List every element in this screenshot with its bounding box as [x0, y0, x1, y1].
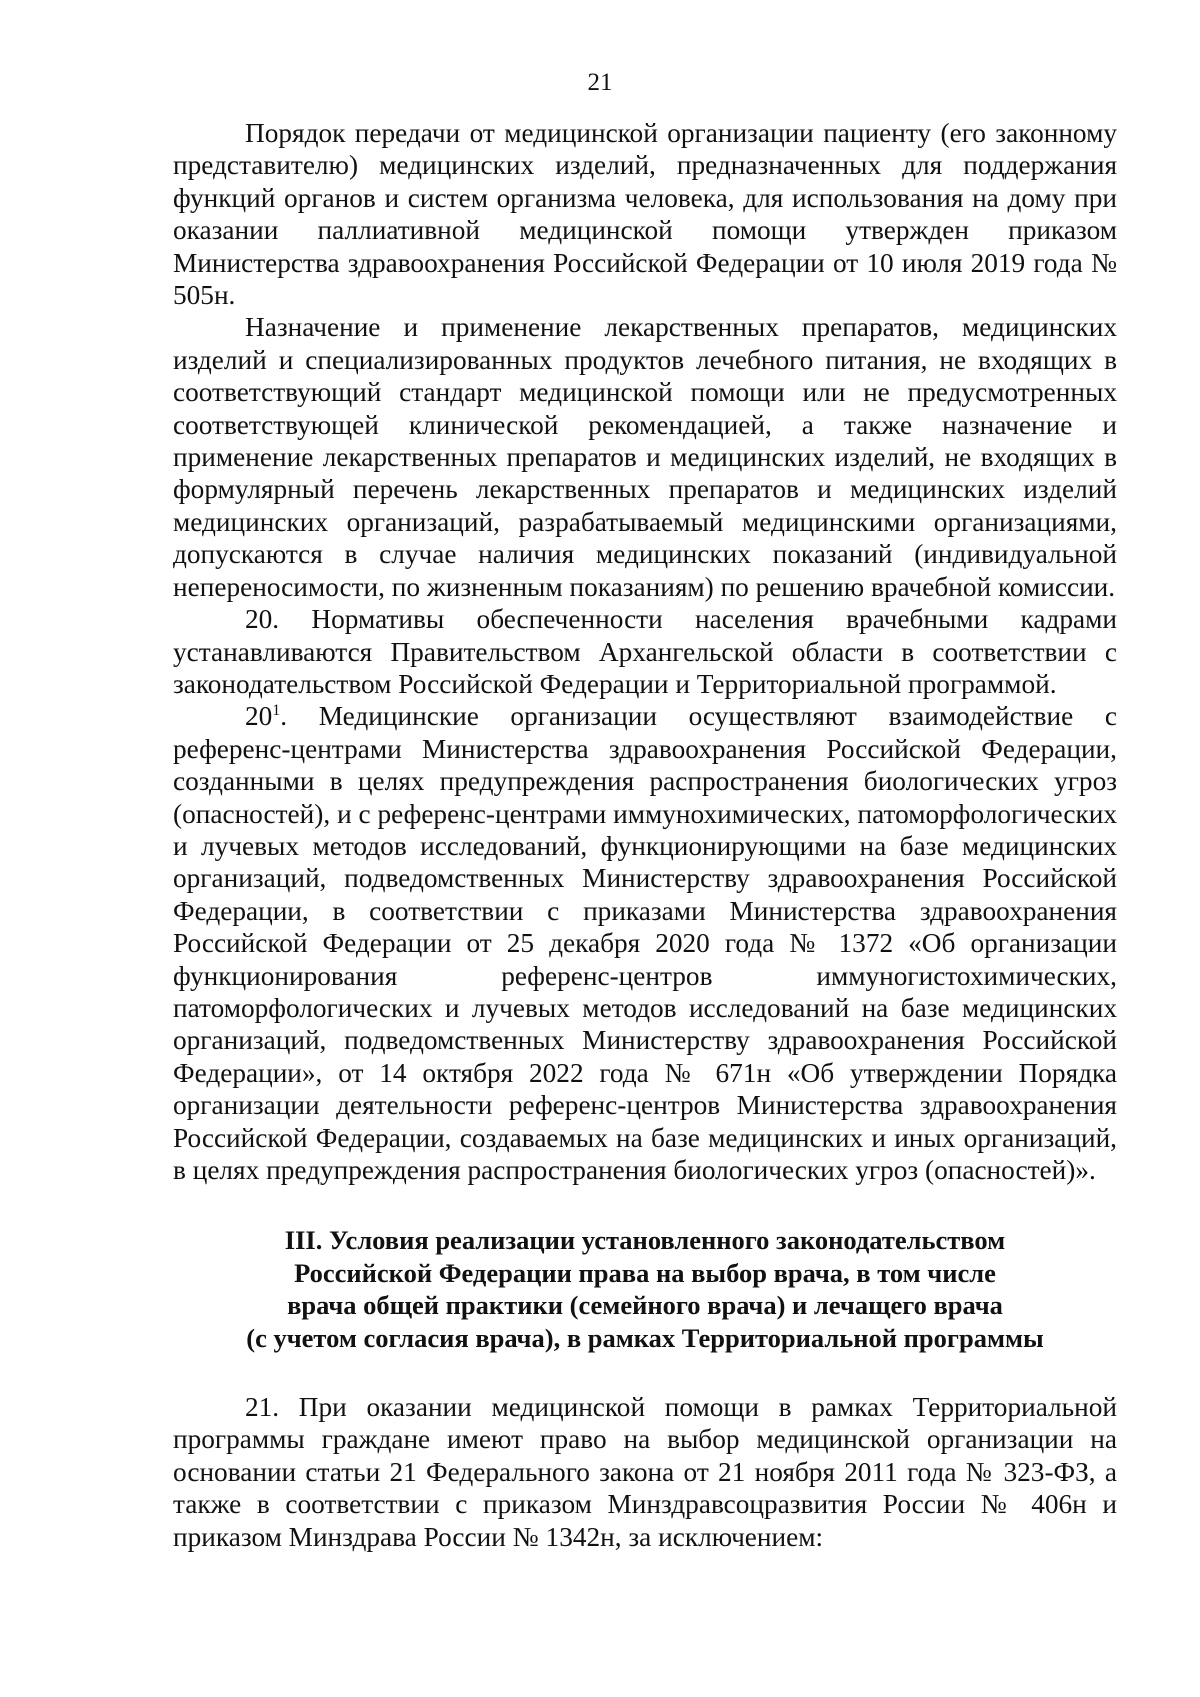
paragraph-text: . Медицинские организации осуществляют взаимодействие с референс-центрами Министерства здравоохранения Российской Федерации, созданными в целях предупреждения распространения биологических угроз (опасностей), и с референс-центрами иммунохимических, патоморфологических и лучевых методов исследований, функционирующими на базе медицинских организаций, подведомственных Министерству здравоохранения Российской Федерации, в соответствии с приказами Министерства здравоохранения Российской Федерации от 25 декабря 2020 года № 1372 «Об организации функционирования референс-центров иммуногистохимических, патоморфологических и лучевых методов исследований на базе медицинских организаций, подведомственных Министерству здравоохранения Российской Федерации», от 14 октября 2022 года № 671н «Об утверждении Порядка организации деятельности референс-центров Министерства здравоохранения Российской Федерации, создаваемых на базе медицинских и иных организаций, в целях предупреждения распространения биологических угроз (опасностей)». — [173, 701, 1117, 1185]
paragraph-off-standard-prescription: Назначение и применение лекарственных препаратов, медицинских изделий и специализированных продуктов лечебного питания, не входящих в соответствующий стандарт медицинской помощи или не предусмотренных соответствующей клинической рекомендацией, а также назначение и применение лекарственных препаратов и медицинских изделий, не входящих в формулярный перечень лекарственных препаратов и медицинских изделий медицинских организаций, разрабатываемый медицинскими организациями, допускаются в случае наличия медицинских показаний (индивидуальной непереносимости, по жизненным показаниям) по решению врачебной комиссии. — [173, 312, 1117, 602]
section-heading-line: Российской Федерации права на выбор врача, в том числе — [294, 1257, 996, 1288]
section-heading-line: врача общей практики (семейного врача) и лечащего врача — [287, 1290, 1003, 1321]
section-heading-line: III. Условия реализации установленного законодательством — [284, 1225, 1006, 1256]
section-heading-iii — [173, 1224, 1117, 1354]
page-number: 21 — [587, 69, 613, 96]
paragraph-palliative-devices: Порядок передачи от медицинской организации пациенту (его законному представителю) медицинских изделий, предназначенных для поддержания функций органов и систем организма человека, для использования на дому при оказании паллиативной медицинской помощи утвержден приказом Министерства здравоохранения Российской Федерации от 10 июля 2019 года № 505н. — [173, 118, 1117, 311]
paragraph-21-choice-of-organization: 21. При оказании медицинской помощи в рамках Территориальной программы граждане имеют право на выбор медицинской организации на основании статьи 21 Федерального закона от 21 ноября 2011 года № 323-ФЗ, а также в соответствии с приказом Минздравсоцразвития России № 406н и приказом Минздрава России № 1342н, за исключением: — [173, 1392, 1117, 1552]
section-heading-line: (с учетом согласия врача), в рамках Территориальной программы — [246, 1322, 1044, 1353]
paragraph-number: 20 — [245, 701, 273, 732]
paragraph-number-superscript: 1 — [272, 702, 281, 720]
paragraph-20-staffing-norms: 20. Нормативы обеспеченности населения врачебными кадрами устанавливаются Правительством Архангельской области в соответствии с законодательством Российской Федерации и Территориальной программой. — [173, 604, 1117, 699]
document-body — [173, 117, 1117, 1553]
paragraph-20-1-reference-centers — [173, 700, 1117, 1186]
